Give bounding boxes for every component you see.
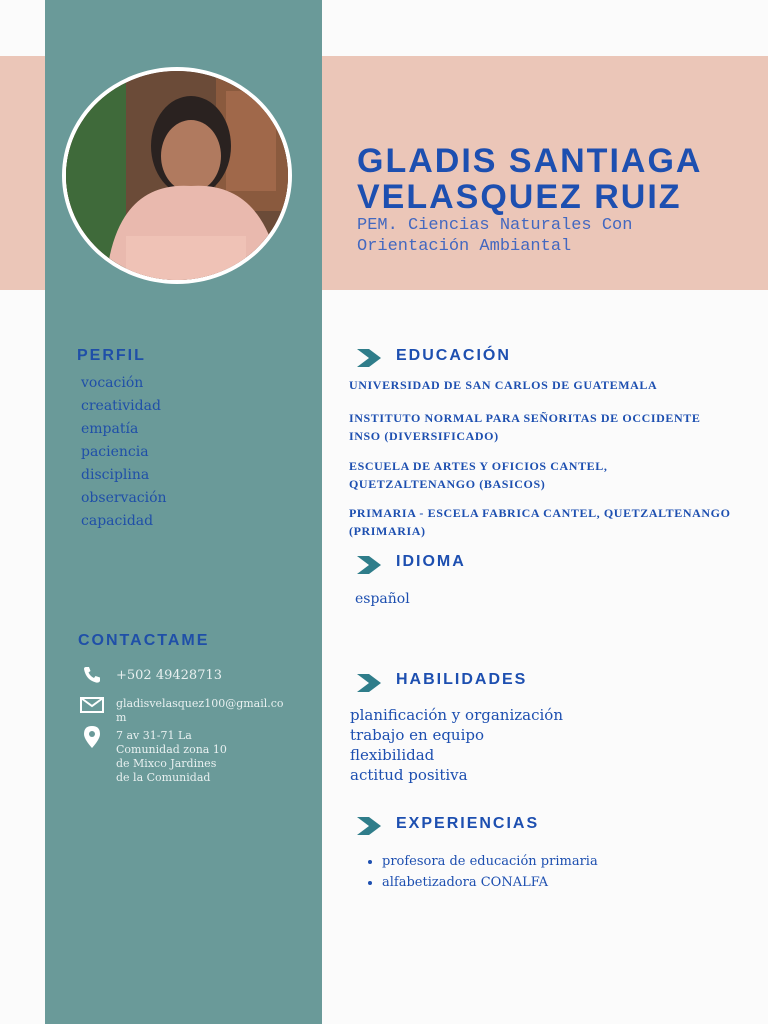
perfil-heading: PERFIL [77, 347, 146, 364]
perfil-item: paciencia [81, 444, 149, 460]
education-item [349, 409, 767, 445]
education-item-line-1: ESCUELA DE ARTES Y OFICIOS CANTEL, [349, 459, 608, 473]
habilidades-arrow-icon [357, 674, 381, 697]
experience-item: • profesora de educación primaria [382, 851, 598, 872]
address-line: de la Comunidad [116, 771, 211, 784]
education-item-line-1: UNIVERSIDAD DE SAN CARLOS DE GUATEMALA [349, 378, 658, 392]
education-item-line-1: PRIMARIA - ESCELA FABRICA CANTEL, QUETZALTENANGO [349, 506, 731, 520]
address-line: 7 av 31-71 La [116, 729, 192, 742]
job-title-line-1: PEM. Ciencias Naturales Con [357, 216, 633, 235]
phone-number: +502 49428713 [116, 668, 223, 683]
envelope-icon [80, 697, 104, 713]
phone-icon [82, 666, 102, 684]
name-line-2: VELASQUEZ RUIZ [357, 178, 682, 216]
address-line: de Mixco Jardines [116, 757, 217, 770]
education-item-line-2: QUETZALTENANGO (BASICOS) [349, 477, 546, 491]
contact-heading: CONTACTAME [78, 632, 210, 649]
portrait-illustration [66, 71, 288, 280]
perfil-item: creatividad [81, 398, 161, 414]
habilidades-heading: HABILIDADES [396, 671, 528, 688]
address [116, 729, 227, 785]
email-line-2: m [116, 711, 127, 724]
email-line-1: gladisvelasquez100@gmail.co [116, 697, 284, 710]
skill-item: trabajo en equipo [350, 726, 485, 744]
name-line-1: GLADIS SANTIAGA [357, 142, 703, 180]
education-item-line-2: INSO (DIVERSIFICADO) [349, 429, 499, 443]
experience-item: • alfabetizadora CONALFA [382, 872, 598, 893]
habilidades-list [350, 705, 563, 785]
experiencias-list [366, 851, 598, 893]
perfil-item: empatía [81, 421, 139, 437]
education-item-line-2: (PRIMARIA) [349, 524, 426, 538]
skill-item: planificación y organización [350, 706, 563, 724]
education-item [349, 504, 767, 540]
educacion-heading: EDUCACIÓN [396, 347, 511, 364]
map-pin-icon [84, 726, 100, 748]
address-line: Comunidad zona 10 [116, 743, 227, 756]
skill-item: flexibilidad [350, 746, 435, 764]
education-item [349, 376, 767, 394]
idioma-heading: IDIOMA [396, 553, 466, 570]
profile-photo [62, 67, 292, 284]
perfil-item: capacidad [81, 513, 154, 529]
education-item-line-1: INSTITUTO NORMAL PARA SEÑORITAS DE OCCIDENTE [349, 411, 701, 425]
job-title [357, 215, 632, 257]
job-title-line-2: Orientación Ambiantal [357, 237, 572, 256]
experiencias-heading: EXPERIENCIAS [396, 815, 540, 832]
experiencias-arrow-icon [357, 817, 381, 840]
idioma-item: español [355, 591, 410, 607]
email-address [116, 697, 284, 725]
perfil-item: observación [81, 490, 167, 506]
perfil-list [81, 372, 167, 533]
perfil-item: vocación [81, 375, 144, 391]
skill-item: actitud positiva [350, 766, 468, 784]
full-name [357, 143, 702, 215]
perfil-item: disciplina [81, 467, 150, 483]
education-item [349, 457, 767, 493]
educacion-arrow-icon [357, 349, 381, 372]
idioma-arrow-icon [357, 556, 381, 579]
